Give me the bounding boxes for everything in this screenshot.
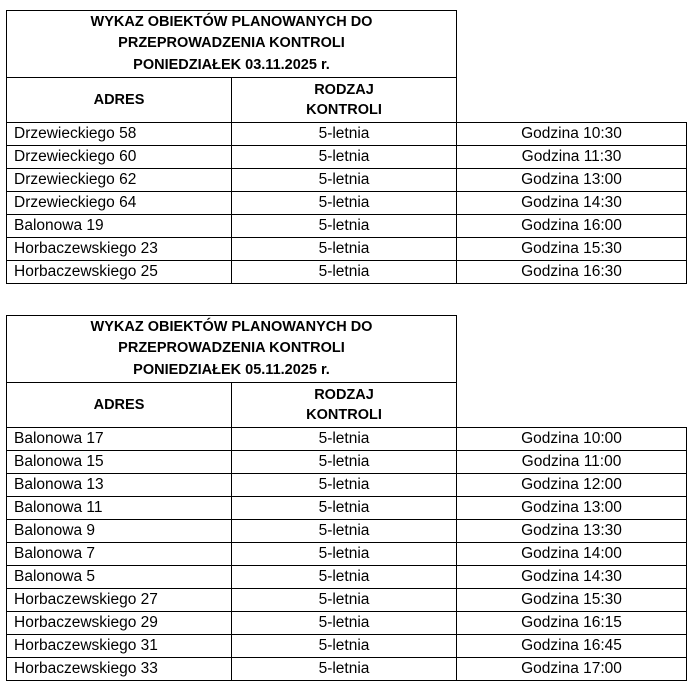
header-line: KONTROLI — [306, 102, 382, 118]
cell-kind[interactable]: 5-letnia — [232, 428, 457, 451]
table-body — [7, 123, 687, 284]
cell-kind[interactable]: 5-letnia — [232, 520, 457, 543]
cell-time[interactable]: Godzina 11:00 — [457, 451, 687, 474]
cell-kind[interactable]: 5-letnia — [232, 497, 457, 520]
cell-address[interactable]: Horbaczewskiego 23 — [7, 238, 232, 261]
title-line: WYKAZ OBIEKTÓW PLANOWANYCH DO — [90, 13, 373, 30]
cell-time[interactable]: Godzina 14:30 — [457, 192, 687, 215]
table-row — [7, 589, 687, 612]
header-line: RODZAJ — [314, 387, 374, 403]
table-row — [7, 146, 687, 169]
header-line: KONTROLI — [306, 407, 382, 423]
schedule-table-1 — [6, 10, 687, 284]
cell-kind[interactable]: 5-letnia — [232, 146, 457, 169]
cell-kind[interactable]: 5-letnia — [232, 658, 457, 681]
cell-address[interactable]: Balonowa 11 — [7, 497, 232, 520]
cell-time[interactable]: Godzina 17:00 — [457, 658, 687, 681]
cell-address[interactable]: Balonowa 5 — [7, 566, 232, 589]
cell-time[interactable]: Godzina 13:00 — [457, 169, 687, 192]
title-line: WYKAZ OBIEKTÓW PLANOWANYCH DO — [90, 318, 373, 335]
table-row — [7, 123, 687, 146]
table-row — [7, 192, 687, 215]
table-row — [7, 428, 687, 451]
cell-address[interactable]: Balonowa 9 — [7, 520, 232, 543]
cell-address[interactable]: Horbaczewskiego 31 — [7, 635, 232, 658]
table-title — [7, 11, 457, 78]
header-line: RODZAJ — [314, 82, 374, 98]
table-row — [7, 238, 687, 261]
cell-time[interactable]: Godzina 14:00 — [457, 543, 687, 566]
cell-kind[interactable]: 5-letnia — [232, 215, 457, 238]
cell-time[interactable]: Godzina 10:00 — [457, 428, 687, 451]
table-row — [7, 520, 687, 543]
cell-time[interactable]: Godzina 14:30 — [457, 566, 687, 589]
cell-address[interactable]: Balonowa 13 — [7, 474, 232, 497]
table-row — [7, 566, 687, 589]
table-row — [7, 215, 687, 238]
cell-address[interactable]: Balonowa 17 — [7, 428, 232, 451]
title-line: PRZEPROWADZENIA KONTROLI — [118, 340, 345, 357]
table-row — [7, 451, 687, 474]
cell-time[interactable]: Godzina 13:30 — [457, 520, 687, 543]
title-line: PRZEPROWADZENIA KONTROLI — [118, 35, 345, 52]
column-header-kind — [232, 383, 457, 428]
table-row — [7, 169, 687, 192]
title-date: PONIEDZIAŁEK 03.11.2025 r. — [133, 56, 330, 73]
cell-address[interactable]: Balonowa 19 — [7, 215, 232, 238]
table-row — [7, 658, 687, 681]
cell-address[interactable]: Balonowa 15 — [7, 451, 232, 474]
cell-address[interactable]: Horbaczewskiego 25 — [7, 261, 232, 284]
cell-address[interactable]: Drzewieckiego 60 — [7, 146, 232, 169]
column-header-address: ADRES — [7, 78, 232, 123]
cell-kind[interactable]: 5-letnia — [232, 474, 457, 497]
cell-kind[interactable]: 5-letnia — [232, 543, 457, 566]
cell-time[interactable]: Godzina 15:30 — [457, 589, 687, 612]
cell-kind[interactable]: 5-letnia — [232, 589, 457, 612]
cell-time[interactable]: Godzina 16:45 — [457, 635, 687, 658]
table-row — [7, 474, 687, 497]
cell-time[interactable]: Godzina 16:00 — [457, 215, 687, 238]
column-header-address: ADRES — [7, 383, 232, 428]
cell-kind[interactable]: 5-letnia — [232, 123, 457, 146]
cell-kind[interactable]: 5-letnia — [232, 612, 457, 635]
table-row — [7, 543, 687, 566]
cell-kind[interactable]: 5-letnia — [232, 261, 457, 284]
cell-time[interactable]: Godzina 15:30 — [457, 238, 687, 261]
title-date: PONIEDZIAŁEK 05.11.2025 r. — [133, 361, 330, 378]
cell-address[interactable]: Horbaczewskiego 27 — [7, 589, 232, 612]
cell-address[interactable]: Balonowa 7 — [7, 543, 232, 566]
cell-time[interactable]: Godzina 16:15 — [457, 612, 687, 635]
table-row — [7, 261, 687, 284]
table-title — [7, 316, 457, 383]
cell-kind[interactable]: 5-letnia — [232, 451, 457, 474]
cell-kind[interactable]: 5-letnia — [232, 169, 457, 192]
cell-address[interactable]: Drzewieckiego 58 — [7, 123, 232, 146]
cell-address[interactable]: Horbaczewskiego 29 — [7, 612, 232, 635]
cell-kind[interactable]: 5-letnia — [232, 192, 457, 215]
cell-kind[interactable]: 5-letnia — [232, 238, 457, 261]
cell-address[interactable]: Drzewieckiego 62 — [7, 169, 232, 192]
cell-time[interactable]: Godzina 10:30 — [457, 123, 687, 146]
cell-kind[interactable]: 5-letnia — [232, 635, 457, 658]
schedule-table-2 — [6, 315, 687, 681]
cell-time[interactable]: Godzina 12:00 — [457, 474, 687, 497]
table-row — [7, 497, 687, 520]
table-row — [7, 612, 687, 635]
cell-time[interactable]: Godzina 11:30 — [457, 146, 687, 169]
column-header-kind — [232, 78, 457, 123]
table-row — [7, 635, 687, 658]
cell-kind[interactable]: 5-letnia — [232, 566, 457, 589]
cell-address[interactable]: Drzewieckiego 64 — [7, 192, 232, 215]
cell-time[interactable]: Godzina 16:30 — [457, 261, 687, 284]
table-body — [7, 428, 687, 681]
cell-address[interactable]: Horbaczewskiego 33 — [7, 658, 232, 681]
cell-time[interactable]: Godzina 13:00 — [457, 497, 687, 520]
